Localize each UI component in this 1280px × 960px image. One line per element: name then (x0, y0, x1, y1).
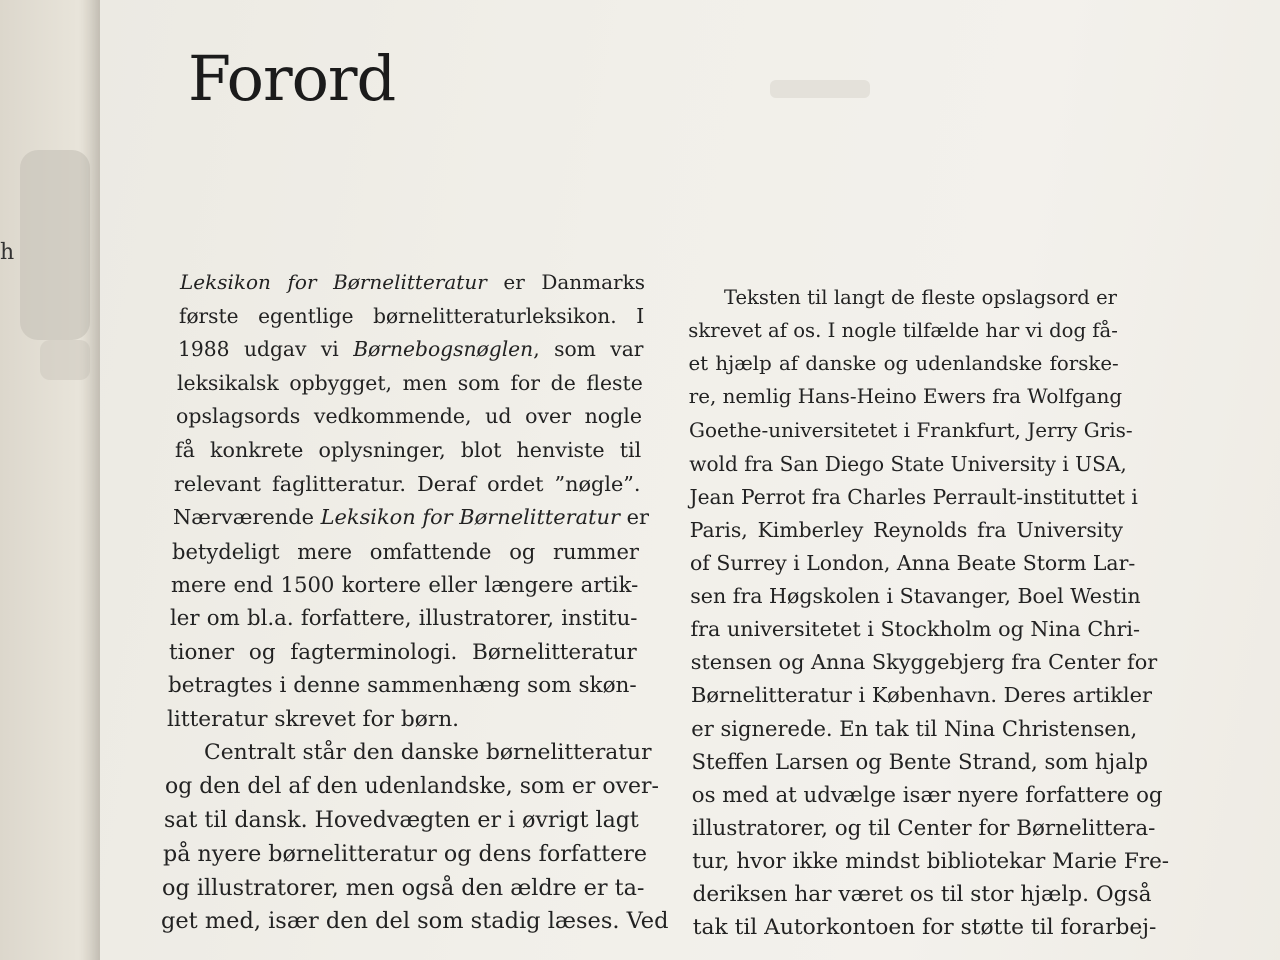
body-text: Teksten til langt de fleste opslagsord er (724, 286, 1117, 309)
body-text: os med at udvælge især nyere forfattere og (691, 782, 1163, 808)
italic-title-text: Børnebogsnøglen (353, 337, 534, 362)
body-text: Steffen Larsen og Bente Strand, som hjalp (691, 749, 1149, 775)
text-line (169, 640, 637, 666)
text-line (163, 841, 648, 868)
text-line (161, 908, 669, 935)
text-line (173, 505, 649, 530)
text-line (177, 371, 643, 395)
body-text: wold fra San Diego State University i USA, (689, 451, 1127, 476)
italic-title-text: Leksikon for Børnelitteratur (180, 270, 487, 294)
text-line (692, 848, 1170, 875)
body-text: skrevet af os. I nogle tilfælde har vi dog få- (688, 319, 1118, 343)
body-text: er (619, 505, 649, 530)
body-text: deriksen har været os til stor hjælp. Også (692, 881, 1152, 907)
text-line (204, 740, 652, 766)
body-text: tak til Autorkontoen for støtte til forarbej- (692, 914, 1157, 940)
text-line (691, 782, 1163, 809)
text-line (690, 583, 1141, 609)
body-text: sen fra Høgskolen i Stavanger, Boel Westin (690, 583, 1141, 608)
body-text: opslagsords vedkommende, ud over nogle (176, 404, 642, 429)
text-line (168, 673, 636, 699)
text-line (691, 749, 1149, 775)
body-text: illustratorer, og til Center for Børnelittera- (692, 815, 1156, 841)
text-line (167, 707, 635, 733)
body-text: Jean Perrot fra Charles Perrault-instituttet i (689, 484, 1138, 509)
body-text: fra universitetet i Stockholm og Nina Chri- (690, 617, 1140, 641)
body-text: stensen og Anna Skyggebjerg fra Center for (690, 650, 1158, 675)
text-line (170, 606, 638, 632)
text-line (690, 650, 1158, 675)
body-text: Nærværende (173, 505, 321, 530)
text-line (689, 418, 1133, 443)
body-text: relevant faglitteratur. Deraf ordet ”nøgle”. (174, 471, 641, 496)
body-text: og den del af den udenlandske, som er over- (165, 774, 659, 799)
left-page (0, 0, 112, 960)
body-text: Børnelitteratur i København. Deres artikler (691, 683, 1153, 708)
text-line (691, 683, 1153, 708)
body-text: første egentlige børnelitteraturleksikon. I (179, 303, 645, 328)
text-line (174, 472, 641, 497)
text-line (688, 385, 1123, 409)
body-text: re, nemlig Hans-Heino Ewers fra Wolfgang (688, 385, 1123, 409)
body-text: Goethe-universitetet i Frankfurt, Jerry Gris- (689, 418, 1133, 443)
text-line (176, 404, 642, 429)
italic-title-text: Leksikon for Børnelitteratur (320, 505, 620, 530)
text-line (724, 286, 1117, 309)
body-text: er signerede. En tak til Nina Christensen, (691, 716, 1138, 742)
body-text: på nyere børnelitteratur og dens forfattere (163, 841, 648, 868)
body-text: mere end 1500 kortere eller længere artik- (171, 572, 639, 598)
text-line (164, 807, 639, 835)
body-text: litteratur skrevet for børn. (167, 706, 460, 732)
body-text: Centralt står den danske børnelitteratur (204, 740, 652, 766)
body-text: et hjælp af danske og udenlandske forske- (688, 352, 1119, 376)
text-line (689, 484, 1138, 509)
text-line (691, 716, 1138, 742)
body-text: get med, især den del som stadig læses. Ved (161, 908, 669, 935)
text-line (180, 270, 645, 294)
body-text: tur, hvor ikke mindst bibliotekar Marie Fre- (692, 848, 1170, 874)
body-text: leksikalsk opbygget, men som for de fleste (177, 370, 643, 395)
body-text: betragtes i denne sammenhæng som skøn- (168, 673, 637, 699)
text-line (689, 451, 1127, 476)
bleed-through-shape (40, 340, 90, 380)
page-title: Forord (188, 42, 396, 115)
text-line (692, 914, 1157, 941)
left-page-letter: h (0, 240, 15, 265)
text-line (690, 617, 1140, 642)
text-line (690, 518, 1123, 542)
body-text: of Surrey i London, Anna Beate Storm Lar- (690, 550, 1136, 575)
bleed-through-shape (20, 150, 90, 340)
body-text: betydeligt mere omfattende og rummer (172, 538, 639, 564)
body-text: få konkrete oplysninger, blot henviste til (175, 438, 642, 462)
text-line (178, 337, 644, 361)
text-line (692, 881, 1152, 908)
body-text: er Danmarks (486, 270, 645, 294)
text-line (689, 352, 1119, 376)
text-line (162, 874, 645, 902)
body-text: ler om bl.a. forfattere, illustratorer, institu- (170, 606, 638, 631)
text-line (179, 304, 644, 328)
text-line (688, 319, 1118, 343)
text-line (175, 438, 641, 463)
bleed-through-smudge (770, 80, 870, 98)
text-line (690, 550, 1136, 576)
body-text: og illustratorer, men også den ældre er ta- (162, 874, 645, 901)
body-text: , som var (533, 337, 644, 362)
text-line (165, 774, 659, 800)
text-line (172, 539, 639, 564)
body-text: tioner og fagterminologi. Børnelitteratur (169, 639, 637, 665)
text-line (692, 815, 1156, 842)
text-line (171, 572, 638, 597)
body-text: 1988 udgav vi (178, 337, 354, 362)
body-text: Paris, Kimberley Reynolds fra University (689, 517, 1123, 542)
body-text: sat til dansk. Hovedvægten er i øvrigt lagt (164, 807, 639, 833)
